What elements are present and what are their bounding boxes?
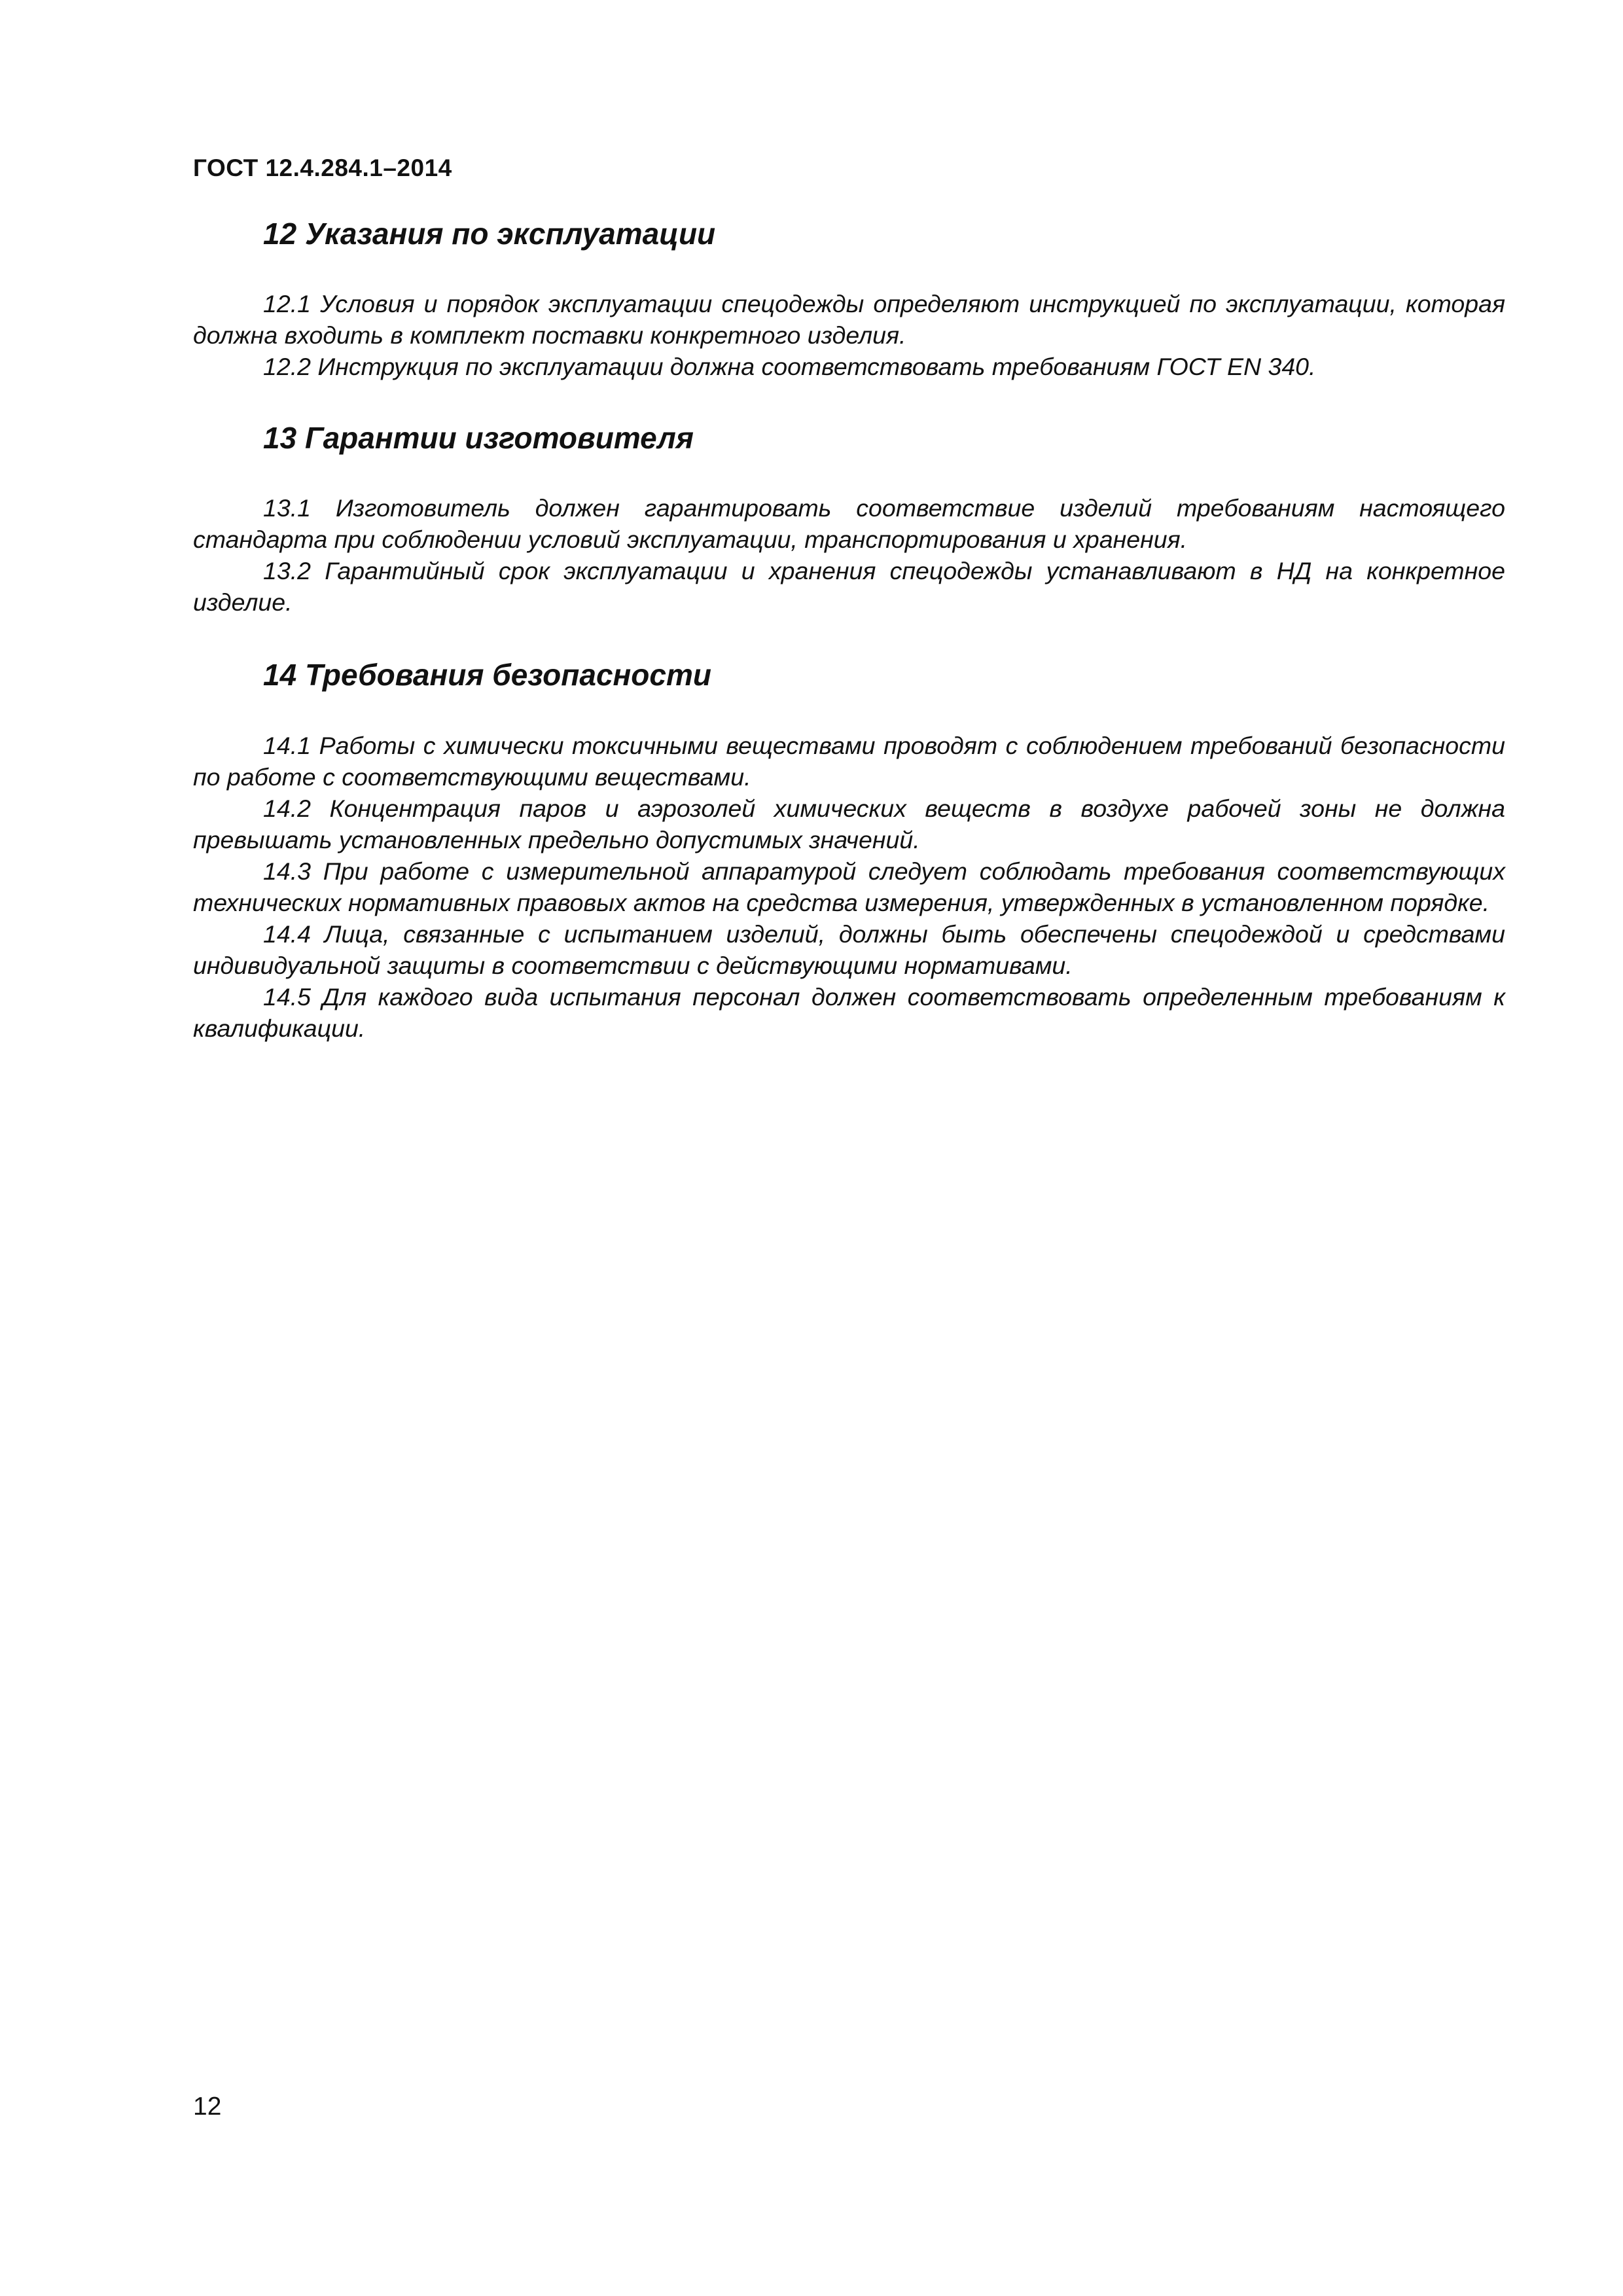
section-12 bbox=[193, 216, 1505, 382]
page-number: 12 bbox=[193, 2092, 222, 2121]
paragraph-13-1: 13.1 Изготовитель должен гарантировать соответствие изделий требованиям настоящего стандарта при соблюдении условий эксплуатации, транспортирования и хранения. bbox=[193, 494, 1505, 554]
section-heading: 13 Гарантии изготовителя bbox=[263, 421, 694, 456]
section-14 bbox=[193, 657, 1505, 1043]
document-body bbox=[193, 216, 1505, 1044]
paragraph-12-1: 12.1 Условия и порядок эксплуатации спецодежды определяют инструкцией по эксплуатации, которая должна входить в комплект поставки конкретного изделия. bbox=[193, 290, 1505, 350]
paragraph-14-1: 14.1 Работы с химически токсичными веществами проводят с соблюдением требований безопасности по работе с соответствующими веществами. bbox=[193, 731, 1505, 791]
paragraph-14-4: 14.4 Лица, связанные с испытанием изделий, должны быть обеспечены спецодеждой и средствами индивидуальной защиты в соответствии с действующими нормативами. bbox=[193, 920, 1505, 979]
paragraph-13-2: 13.2 Гарантийный срок эксплуатации и хранения спецодежды устанавливают в НД на конкретное изделие. bbox=[193, 557, 1505, 617]
section-13 bbox=[193, 420, 1505, 618]
section-heading: 14 Требования безопасности bbox=[263, 658, 711, 692]
paragraph-14-3: 14.3 При работе с измерительной аппаратурой следует соблюдать требования соответствующих технических нормативных правовых актов на средства измерения, утвержденных в установленном порядке. bbox=[193, 857, 1505, 916]
paragraph-12-2: 12.2 Инструкция по эксплуатации должна соответствовать требованиям ГОСТ EN 340. bbox=[263, 353, 1316, 381]
paragraph-14-5: 14.5 Для каждого вида испытания персонал должен соответствовать определенным требованиям к квалификации. bbox=[193, 982, 1505, 1042]
section-heading: 12 Указания по эксплуатации bbox=[263, 217, 716, 251]
paragraph-14-2: 14.2 Концентрация паров и аэрозолей химических веществ в воздухе рабочей зоны не должна превышать установленных предельно допустимых значений. bbox=[193, 794, 1505, 853]
document-code-header: ГОСТ 12.4.284.1–2014 bbox=[193, 154, 452, 181]
